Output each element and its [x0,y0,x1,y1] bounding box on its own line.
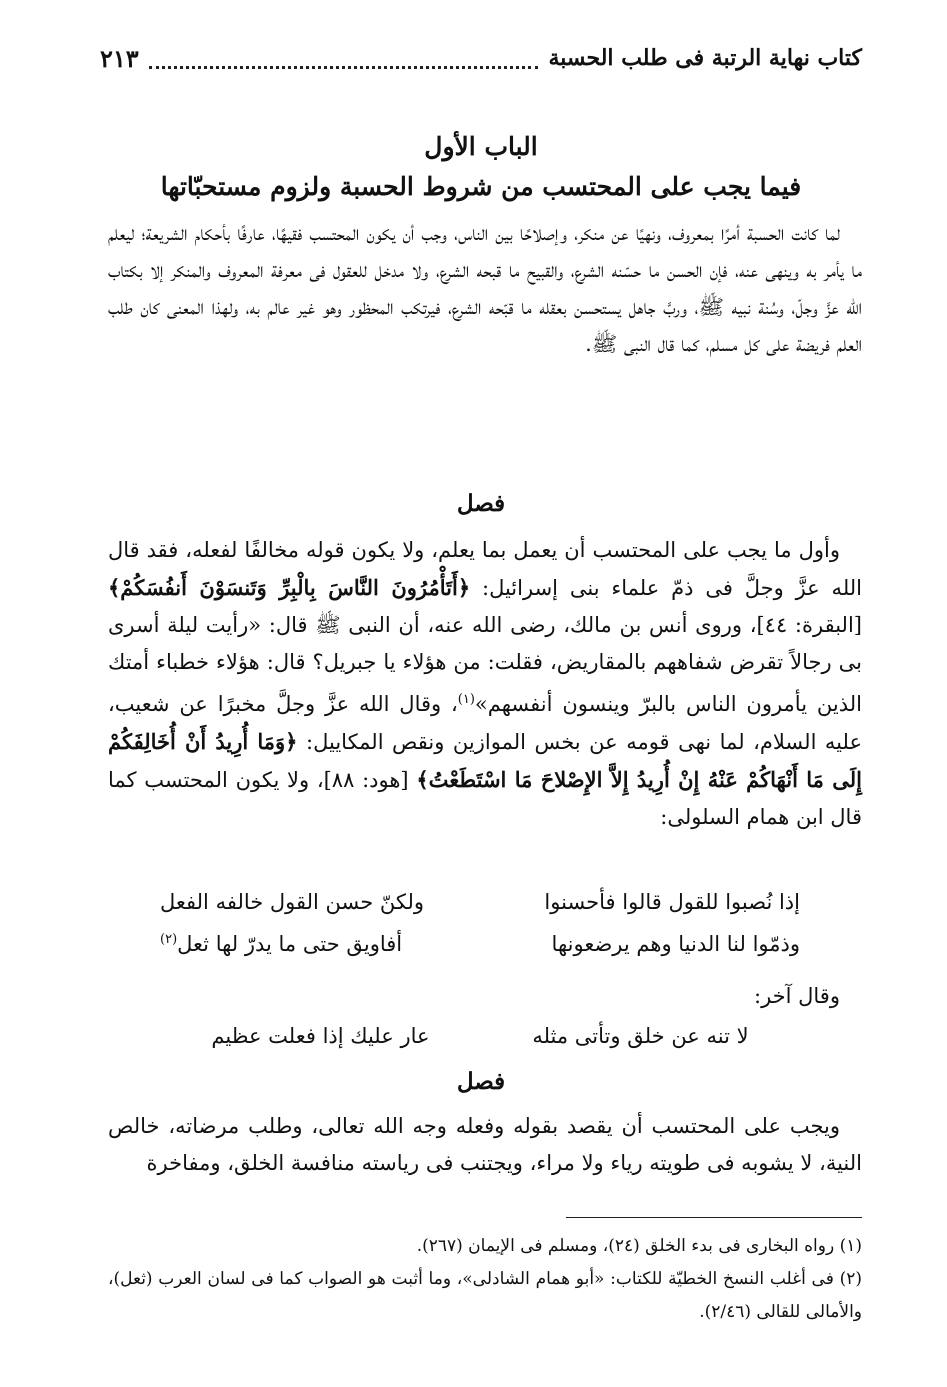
book-title: كتاب نهاية الرتبة فى طلب الحسبة [548,45,862,71]
other-said-block [108,978,862,1015]
page-number: ٢١٣ [100,43,139,73]
section-heading-2: فصل [456,1068,506,1095]
verse-3-first-hemistich: لا تنه عن خلق وتأتى مثله [532,1024,749,1048]
intro-block [108,215,862,363]
section2-block [108,1108,862,1182]
verse-2-second-text: أفاويق حتى ما يدرّ لها ثعل [177,932,403,956]
verse-2-first-hemistich: وذمّوا لنا الدنيا وهم يرضعونها [551,932,800,956]
verse-1-second-hemistich: ولكنّ حسن القول خالفه الفعل [160,890,425,914]
section1-text-b: [البقرة: ٤٤]، وروى أنس بن مالك، رضى الله عنه، أن النبى ﷺ قال: «رأيت ليلة أسرى بى رجالاً تقرض شفاههم بالمقاريض، فقلت: من هؤلاء يا جبريل؟ قال: هؤلاء خطباء أمتك الذين يأمرون الناس بالبرّ وينسون أنفسهم» [108,613,862,716]
poem-verse-3 [160,1024,800,1048]
verse-3-second-hemistich: عار عليك إذا فعلت عظيم [211,1024,430,1048]
header-dot-leader [149,48,539,69]
chapter-title: الباب الأول [424,132,538,161]
footnote-ref-2: (٢) [160,932,178,947]
section-heading-1: فصل [456,490,506,517]
footnote-2: (٢) فى أغلب النسخ الخطيّة للكتاب: «أبو همام الشادلى»، وما أثبت هو الصواب كما فى لسان العرب (ثعل)، والأمالى للقالى (٢/٤٦). [108,1269,862,1322]
section1-text-d: [هود: ٨٨]، ولا يكون المحتسب كما قال ابن همام السلولى: [108,768,862,829]
verse-1-first-hemistich: إذا نُصبوا للقول قالوا فأحسنوا [544,890,800,914]
intro-paragraph: لما كانت الحسبة أمرًا بمعروف، ونهيًا عن منكر، وإصلاحًا بين الناس، وجب أن يكون المحتسب فقيهًا، عارفًا بأحكام الشريعة؛ ليعلم ما يأمر به وينهى عنه، فإن الحسن ما حسّنه الشرع، والقبيح ما قبحه الشرع، ولا مدخل للعقول فى معرفة المعروف والمنكر إلا بكتاب الله عزَّ وجلّ، وسُنة نبيه ﷺ، وربَّ جاهل يستحسن بعقله ما قبّحه الشرع، فيرتكب المحظور وهو غير عالم به، ولهذا المعنى كان طلب العلم فريضة على كل مسلم، كما قال النبى ﷺ. [108,221,862,356]
section1-block [108,532,862,836]
poem-verse-2 [160,932,800,956]
quran-verse-baqarah: ﴿أَتَأْمُرُونَ النَّاسَ بِالْبِرِّ وَتَنسَوْنَ أَنفُسَكُمْ﴾ [108,575,471,600]
other-said-label: وقال آخر: [754,984,840,1008]
chapter-subtitle: فيما يجب على المحتسب من شروط الحسبة ولزوم مستحبّاتها [160,172,802,201]
quran-verse-hud: ﴿وَمَا أُرِيدُ أَنْ أُخَالِفَكُمْ إِلَى مَا أَنْهَاكُمْ عَنْهُ إِنْ أُرِيدُ إِلاَّ الإِصْلاحَ مَا اسْتَطَعْتُ﴾ [108,729,862,792]
footnotes [108,1230,862,1329]
section1-paragraph [108,532,862,836]
section1-text-c: ، وقال الله عزَّ وجلَّ مخبرًا عن شعيب، عليه السلام، لما نهى قومه عن بخس الموازين ونقص المكاييل: [108,692,862,754]
verse-2-second-hemistich [160,932,402,956]
running-header [100,38,862,78]
section2-paragraph: ويجب على المحتسب أن يقصد بقوله وفعله وجه الله تعالى، وطلب مرضاته، خالص النية، لا يشوبه فى طويته رياء ولا مراء، ويجتنب فى رياسته منافسة الخلق، ومفاخرة [108,1114,862,1175]
footnote-1: (١) رواه البخارى فى بدء الخلق (٢٤)، ومسلم فى الإيمان (٢٦٧). [416,1236,862,1256]
footnote-separator [566,1217,862,1218]
footnote-ref-1: (١) [457,692,475,707]
poem-verse-1 [160,890,800,914]
section1-text-a: وأول ما يجب على المحتسب أن يعمل بما يعلم، ولا يكون قوله مخالفًا لفعله، فقد قال الله عزَّ وجلَّ فى ذمّ علماء بنى إسرائيل: [108,538,863,600]
